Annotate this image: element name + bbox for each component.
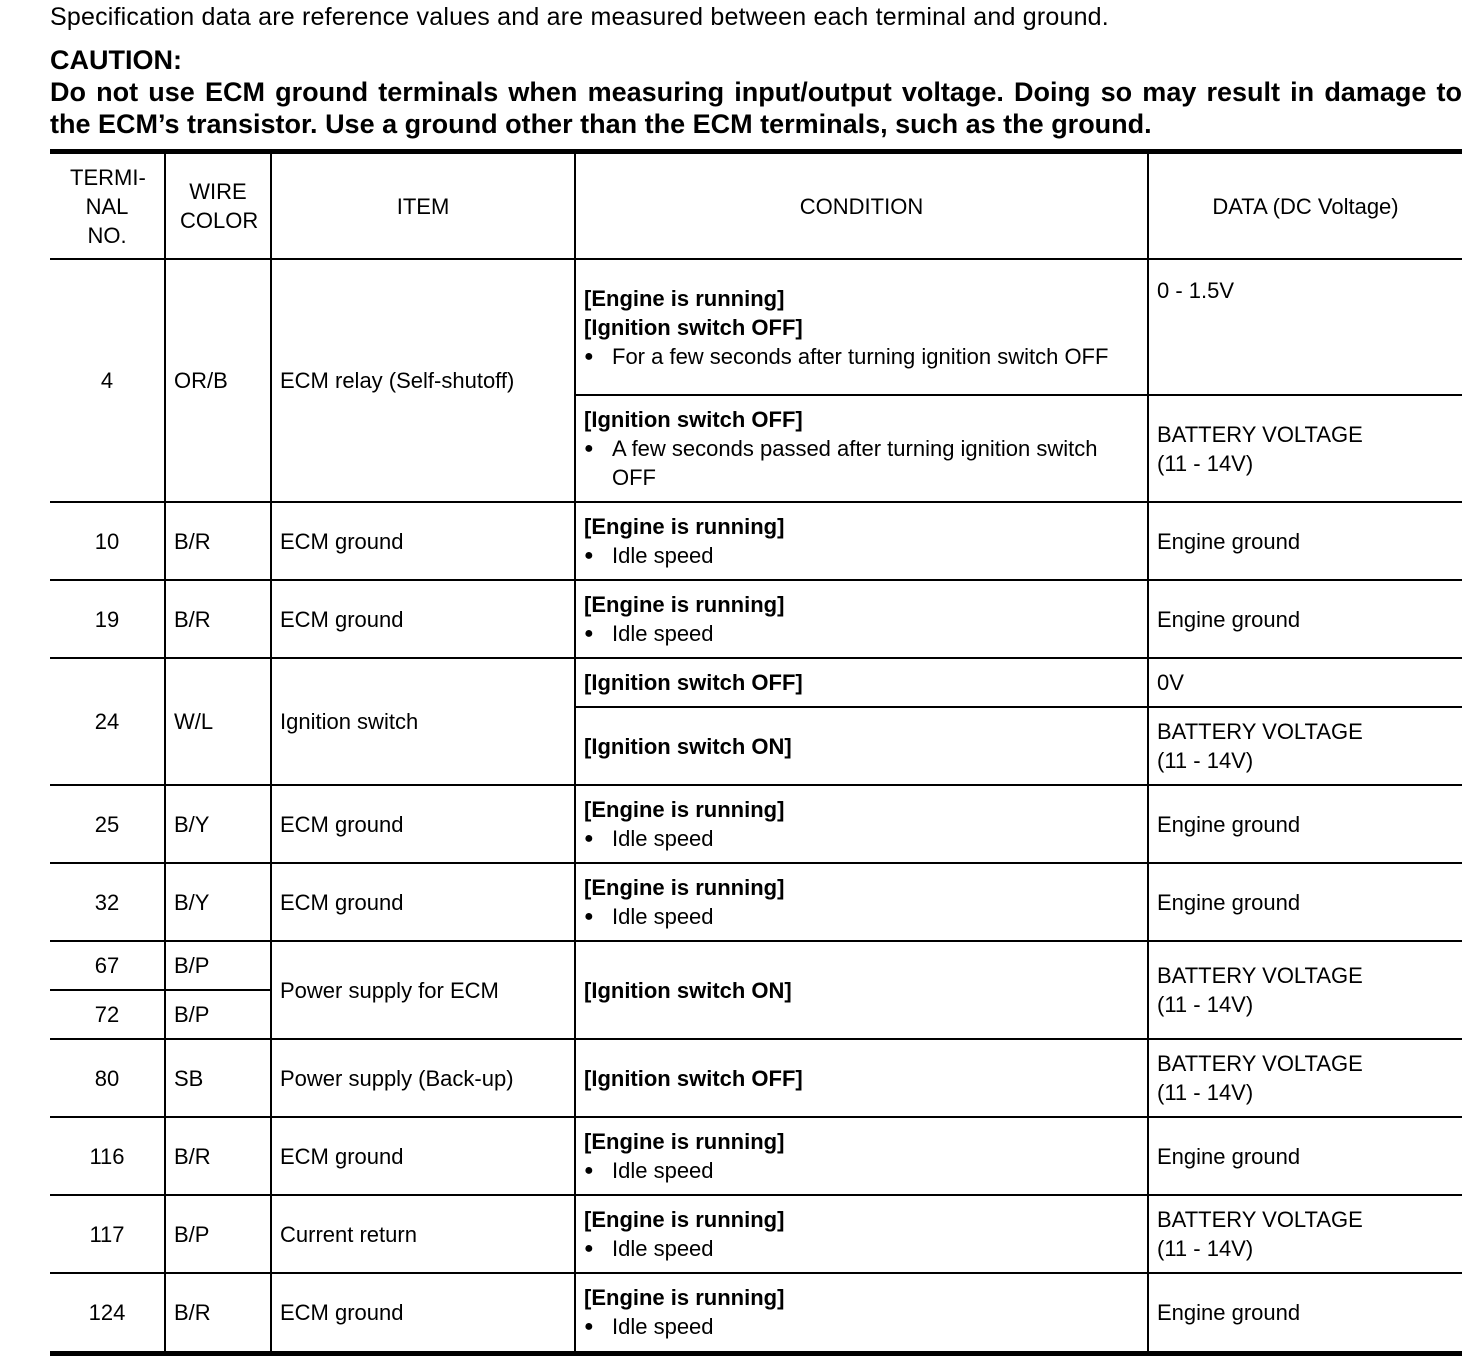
data-line: (11 - 14V) — [1157, 748, 1254, 773]
data-line: (11 - 14V) — [1157, 1236, 1254, 1261]
wire-color: B/Y — [165, 785, 271, 863]
wire-color: B/P — [165, 941, 271, 990]
data-line: BATTERY VOLTAGE — [1157, 421, 1363, 447]
table-row — [50, 259, 1462, 395]
data-line: BATTERY VOLTAGE — [1157, 963, 1363, 988]
item: ECM ground — [271, 502, 575, 580]
table-row — [50, 1195, 1462, 1273]
table-row — [50, 1039, 1462, 1117]
wire-color: B/P — [165, 990, 271, 1039]
item: ECM ground — [271, 1273, 575, 1353]
caution-title: CAUTION: — [50, 45, 182, 75]
condition-head: [Engine is running] — [584, 1207, 785, 1232]
condition-head: [Engine is running] — [584, 592, 785, 617]
bullet-icon: ● — [584, 1240, 594, 1257]
condition-head: [Ignition switch OFF] — [584, 670, 803, 695]
condition — [575, 580, 1148, 658]
data-value: Engine ground — [1148, 502, 1462, 580]
terminal-no: 25 — [50, 785, 165, 863]
wire-color: OR/B — [165, 259, 271, 502]
terminal-no: 19 — [50, 580, 165, 658]
data-line: BATTERY VOLTAGE — [1157, 1051, 1363, 1076]
terminal-no: 124 — [50, 1273, 165, 1353]
wire-color: B/Y — [165, 863, 271, 941]
terminal-no: 24 — [50, 658, 165, 785]
data-value — [1148, 1039, 1462, 1117]
wire-color: B/P — [165, 1195, 271, 1273]
wire-color: W/L — [165, 658, 271, 785]
header-data: DATA (DC Voltage) — [1148, 152, 1462, 260]
wire-color: B/R — [165, 1117, 271, 1195]
bullet-icon: ● — [584, 1318, 594, 1336]
data-line: (11 - 14V) — [1157, 1080, 1254, 1105]
condition — [575, 395, 1148, 502]
header-terminal: TERMI-NAL NO. — [50, 152, 165, 260]
wire-color: B/R — [165, 1273, 271, 1353]
item: ECM ground — [271, 580, 575, 658]
item: ECM ground — [271, 785, 575, 863]
bullet-icon: ● — [584, 547, 594, 564]
table-row — [50, 580, 1462, 658]
item: Ignition switch — [271, 658, 575, 785]
condition — [575, 1195, 1148, 1273]
condition-detail: Idle speed — [612, 1236, 714, 1261]
terminal-no: 116 — [50, 1117, 165, 1195]
item: Power supply for ECM — [271, 941, 575, 1039]
table-header-row — [50, 152, 1462, 260]
condition-head: [Ignition switch OFF] — [584, 1065, 803, 1091]
caution-text: Do not use ECM ground terminals when measuring input/output voltage. Doing so may result in damage to the ECM’s transistor. Use a ground other than the ECM terminals, such as the ground. — [50, 77, 1462, 139]
condition — [575, 502, 1148, 580]
condition-detail: A few seconds passed after turning ignition switch OFF — [612, 436, 1098, 490]
data-line: (11 - 14V) — [1157, 992, 1254, 1017]
bullet-icon: ● — [584, 625, 594, 642]
condition-detail: Idle speed — [612, 1158, 714, 1183]
condition — [575, 1039, 1148, 1117]
bullet-icon: ● — [584, 830, 594, 847]
condition-head: [Engine is running] — [584, 797, 785, 822]
intro-text: Specification data are reference values and are measured between each terminal and ground. — [50, 3, 1109, 31]
condition-detail: Idle speed — [612, 826, 714, 851]
header-condition: CONDITION — [575, 152, 1148, 260]
condition — [575, 259, 1148, 395]
item: ECM ground — [271, 1117, 575, 1195]
condition-detail: Idle speed — [612, 1314, 714, 1340]
condition — [575, 863, 1148, 941]
data-value — [1148, 707, 1462, 785]
data-value: Engine ground — [1148, 1117, 1462, 1195]
header-wire-color: WIRE COLOR — [165, 152, 271, 260]
terminal-no: 80 — [50, 1039, 165, 1117]
condition-detail: Idle speed — [612, 621, 714, 646]
table-row — [50, 863, 1462, 941]
data-value: Engine ground — [1148, 1273, 1462, 1353]
bullet-icon: ● — [584, 347, 594, 365]
terminal-no: 72 — [50, 990, 165, 1039]
condition-detail: Idle speed — [612, 543, 714, 568]
condition-head: [Ignition switch ON] — [584, 733, 792, 759]
condition-head: [Ignition switch ON] — [584, 977, 792, 1003]
data-line: BATTERY VOLTAGE — [1157, 1207, 1363, 1232]
condition-detail: For a few seconds after turning ignition switch OFF — [612, 343, 1109, 369]
item: ECM relay (Self-shutoff) — [271, 259, 575, 502]
condition-head: [Engine is running] — [584, 514, 785, 539]
data-line: BATTERY VOLTAGE — [1157, 719, 1363, 744]
data-line: (11 - 14V) — [1157, 450, 1254, 476]
bullet-icon: ● — [584, 440, 594, 457]
condition-head: [Ignition switch OFF] — [584, 314, 803, 340]
condition — [575, 707, 1148, 785]
terminal-spec-table — [50, 149, 1462, 1356]
table-row — [50, 502, 1462, 580]
wire-color: SB — [165, 1039, 271, 1117]
data-value: 0V — [1148, 658, 1462, 707]
wire-color: B/R — [165, 580, 271, 658]
data-value — [1148, 941, 1462, 1039]
condition-head: [Engine is running] — [584, 1285, 785, 1311]
table-row — [50, 785, 1462, 863]
data-value: Engine ground — [1148, 863, 1462, 941]
table-row — [50, 1273, 1462, 1353]
data-value — [1148, 395, 1462, 502]
condition-detail: Idle speed — [612, 904, 714, 929]
wire-color: B/R — [165, 502, 271, 580]
bullet-icon: ● — [584, 1162, 594, 1179]
condition-head: [Engine is running] — [584, 285, 785, 311]
item: Power supply (Back-up) — [271, 1039, 575, 1117]
terminal-no: 67 — [50, 941, 165, 990]
data-value: Engine ground — [1148, 580, 1462, 658]
condition — [575, 785, 1148, 863]
condition-head: [Engine is running] — [584, 875, 785, 900]
table-row — [50, 1117, 1462, 1195]
condition — [575, 1273, 1148, 1353]
condition — [575, 658, 1148, 707]
terminal-no: 4 — [50, 259, 165, 502]
condition-head: [Ignition switch OFF] — [584, 407, 803, 432]
table-row — [50, 658, 1462, 707]
bullet-icon: ● — [584, 908, 594, 925]
condition — [575, 1117, 1148, 1195]
terminal-no: 10 — [50, 502, 165, 580]
item: Current return — [271, 1195, 575, 1273]
data-value: 0 - 1.5V — [1148, 259, 1462, 395]
data-value — [1148, 1195, 1462, 1273]
header-item: ITEM — [271, 152, 575, 260]
terminal-no: 117 — [50, 1195, 165, 1273]
condition — [575, 941, 1148, 1039]
terminal-no: 32 — [50, 863, 165, 941]
data-value: Engine ground — [1148, 785, 1462, 863]
item: ECM ground — [271, 863, 575, 941]
condition-head: [Engine is running] — [584, 1129, 785, 1154]
table-row — [50, 941, 1462, 990]
